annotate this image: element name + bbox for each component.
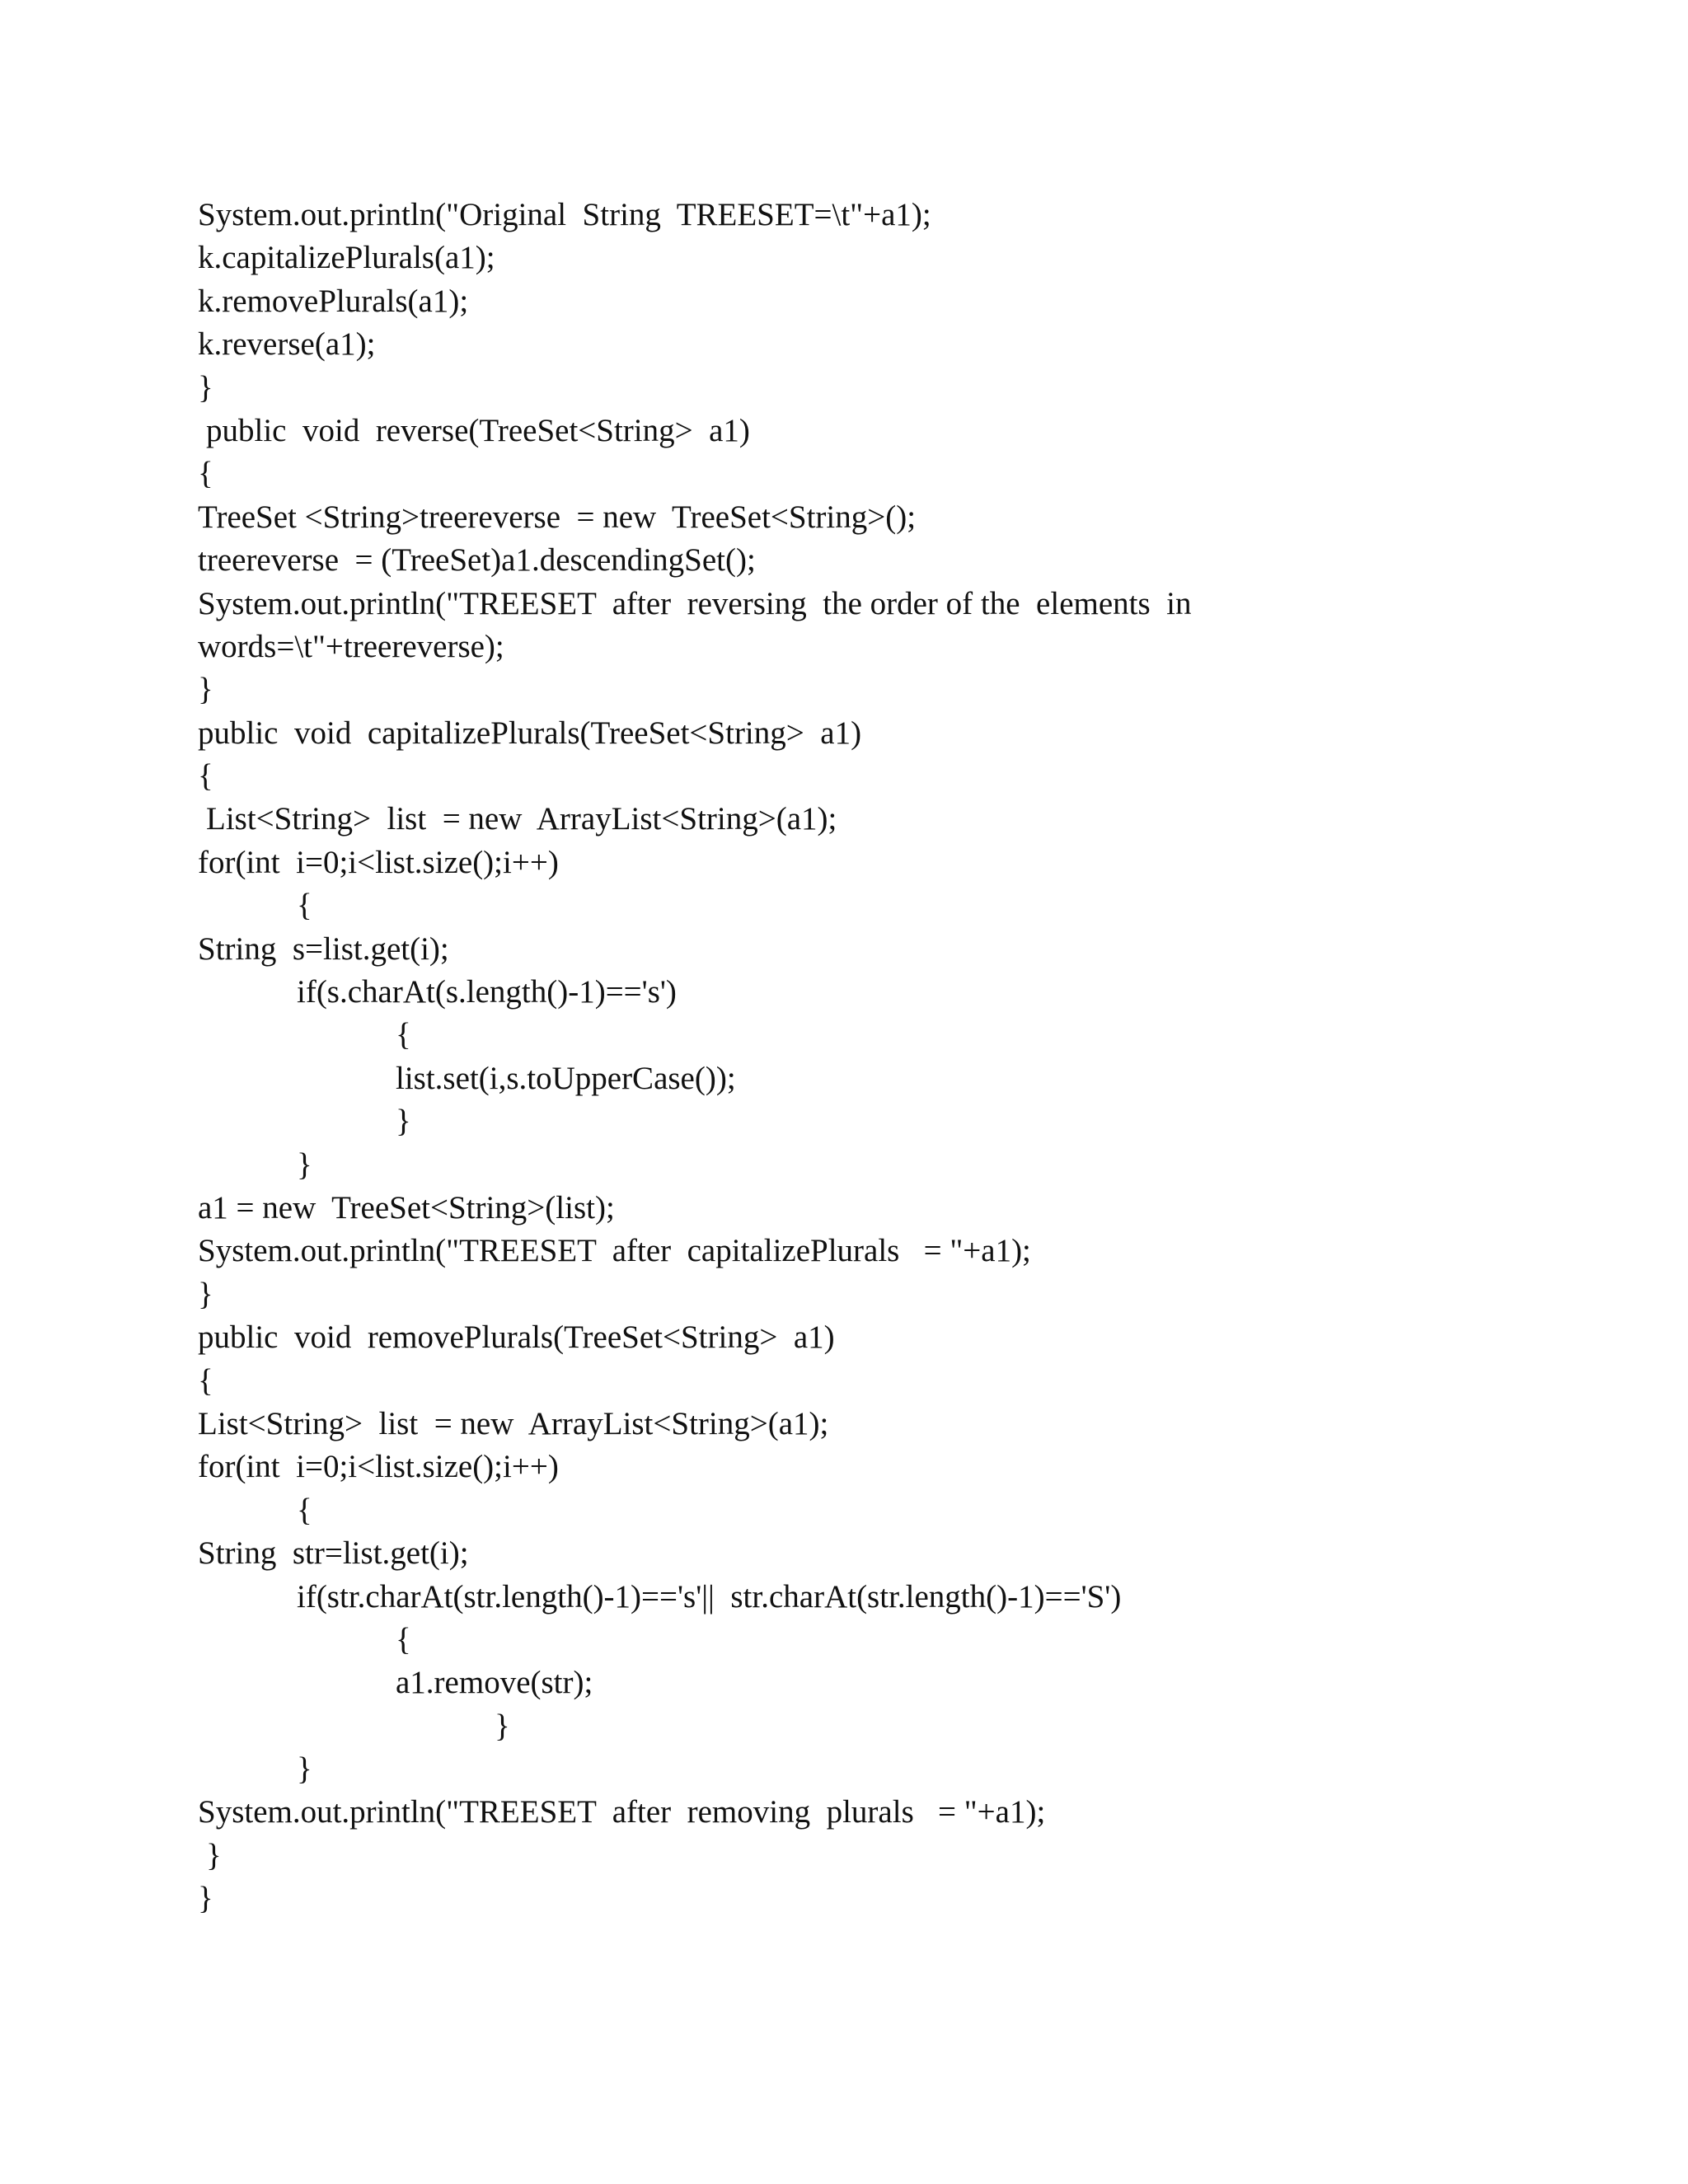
code-line: { (198, 758, 213, 794)
code-line: { (297, 1492, 312, 1528)
code-line: public void reverse(TreeSet<String> a1) (206, 412, 750, 448)
code-line: if(s.charAt(s.length()-1)=='s') (297, 974, 677, 1010)
code-line: List<String> list = new ArrayList<String>(a1); (198, 1405, 829, 1441)
code-line: { (396, 1017, 411, 1053)
code-line: } (396, 1104, 411, 1140)
code-line: for(int i=0;i<list.size();i++) (198, 1449, 559, 1485)
code-line: a1.remove(str); (396, 1665, 593, 1701)
code-line: k.capitalizePlurals(a1); (198, 240, 495, 276)
code-line: { (198, 1362, 213, 1399)
code-line: } (495, 1708, 510, 1744)
code-line: if(str.charAt(str.length()-1)=='s'|| str.charAt(str.length()-1)=='S') (297, 1578, 1122, 1615)
code-line: System.out.println("Original String TREESET=\t"+a1); (198, 197, 931, 232)
code-line: } (206, 1837, 222, 1873)
code-line: treereverse = (TreeSet)a1.descendingSet(); (198, 542, 756, 579)
code-line: list.set(i,s.toUpperCase()); (396, 1060, 736, 1096)
code-line: String str=list.get(i); (198, 1535, 469, 1572)
code-line: } (198, 672, 213, 708)
code-line: System.out.println("TREESET after reversing the order of the elements in (198, 585, 1192, 621)
code-line: } (198, 1881, 213, 1917)
code-line: String s=list.get(i); (198, 930, 449, 967)
code-line: words=\t"+treereverse); (198, 628, 504, 664)
code-line: public void capitalizePlurals(TreeSet<String> a1) (198, 715, 862, 751)
code-line: public void removePlurals(TreeSet<String> a1) (198, 1319, 835, 1356)
code-line: k.removePlurals(a1); (198, 283, 469, 319)
code-listing (198, 194, 1599, 1921)
code-line: for(int i=0;i<list.size();i++) (198, 844, 559, 880)
code-line: TreeSet <String>treereverse = new TreeSet<String>(); (198, 499, 917, 535)
code-line: } (198, 1276, 213, 1312)
code-line: a1 = new TreeSet<String>(list); (198, 1189, 615, 1226)
code-line: k.reverse(a1); (198, 326, 376, 363)
code-line: } (297, 1751, 312, 1788)
code-line: } (297, 1146, 312, 1183)
code-line: { (396, 1621, 411, 1657)
code-line: } (198, 369, 213, 405)
code-line: { (198, 456, 213, 492)
code-line: System.out.println("TREESET after removing plurals = "+a1); (198, 1794, 1046, 1830)
code-line: { (297, 888, 312, 924)
code-line: System.out.println("TREESET after capitalizePlurals = "+a1); (198, 1233, 1031, 1269)
code-line: List<String> list = new ArrayList<String>(a1); (206, 801, 837, 837)
